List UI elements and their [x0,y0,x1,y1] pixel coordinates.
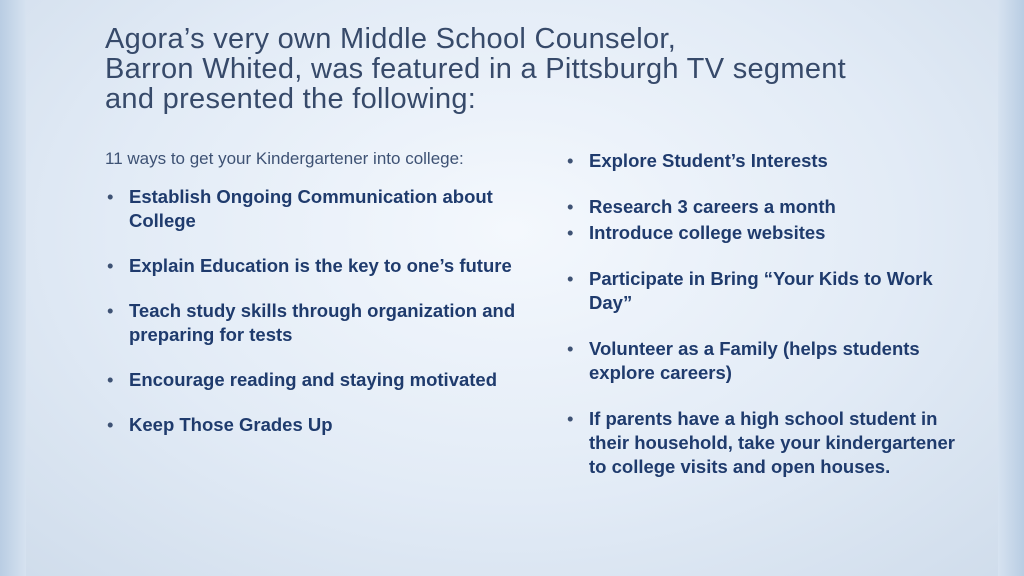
bullet-item: • Establish Ongoing Communication about College [105,185,525,233]
bullet-item: • If parents have a high school student in their household, take your kindergartener to college visits and open houses. [565,407,965,479]
bullet-item: • Introduce college websites [565,221,965,245]
title-line: Agora’s very own Middle School Counselor, [105,23,677,55]
bullet-item: • Explore Student’s Interests [565,149,965,173]
bullet-item: • Explain Education is the key to one’s future [105,254,525,278]
right-bullet-list [565,149,965,479]
left-bullet-list [105,185,525,437]
slide-title [105,24,965,114]
slide-right-edge [998,0,1024,576]
slide-left-edge [0,0,26,576]
left-column [105,149,525,458]
title-line: and presented the following: [105,83,477,115]
bullet-item: • Volunteer as a Family (helps students explore careers) [565,337,965,385]
bullet-item: • Keep Those Grades Up [105,413,525,437]
bullet-item: • Encourage reading and staying motivated [105,368,525,392]
intro-text: 11 ways to get your Kindergartener into college: [105,149,464,168]
title-line: Barron Whited, was featured in a Pittsburgh TV segment [105,53,847,85]
bullet-item: • Teach study skills through organization and preparing for tests [105,299,525,347]
bullet-item: • Participate in Bring “Your Kids to Work Day” [565,267,965,315]
right-column [565,149,965,479]
bullet-item: • Research 3 careers a month [565,195,965,219]
